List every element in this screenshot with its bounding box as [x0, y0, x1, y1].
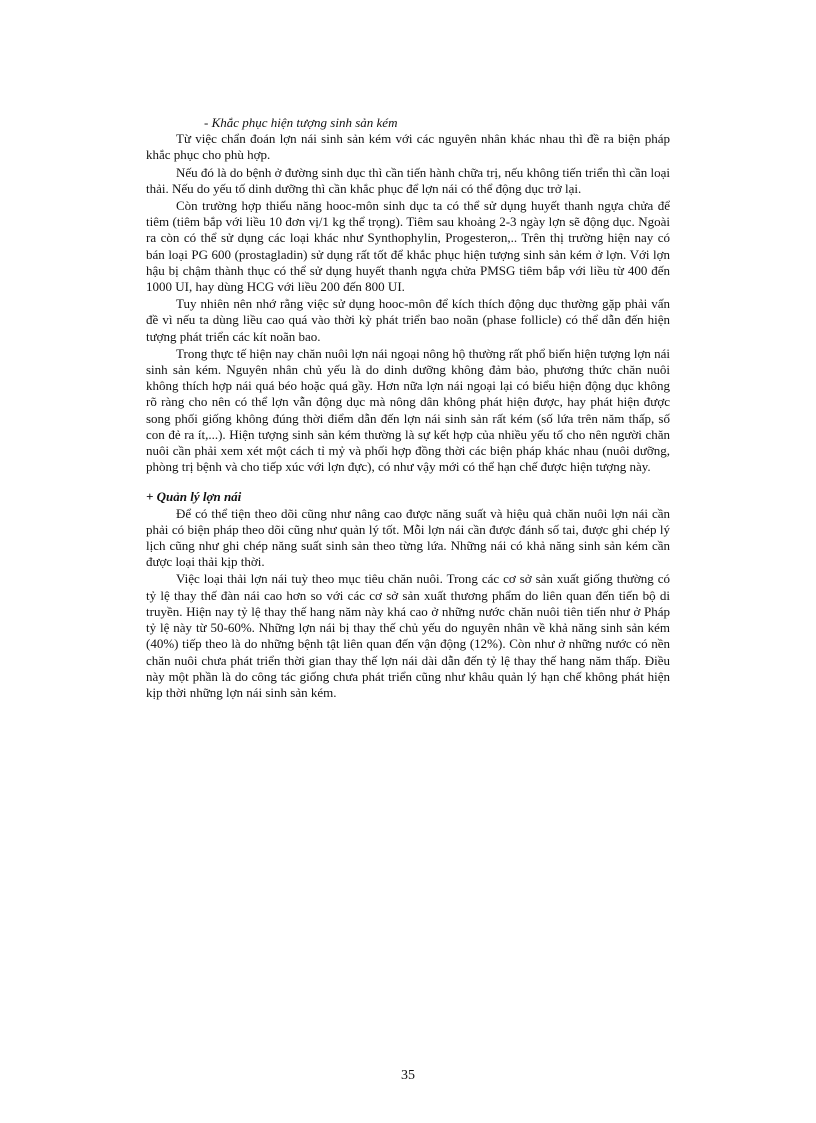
paragraph: Tuy nhiên nên nhớ rằng việc sử dụng hooc-môn để kích thích động dục thường gặp phải vấn đề vì nếu ta dùng liều cao quá vào thời kỳ phát triển bao noãn (phase follicle) có thể dẫn đến hiện tượng phát triển các kít noãn bao.	[146, 296, 670, 344]
paragraph: Nếu đó là do bệnh ở đường sinh dục thì cần tiến hành chữa trị, nếu không tiến triển thì cần loại thải. Nếu do yếu tố dinh dưỡng thì cần khắc phục để lợn nái có thể động dục trở lại.	[146, 164, 670, 196]
paragraph: Để có thể tiện theo dõi cũng như nâng cao được năng suất và hiệu quả chăn nuôi lợn nái cần phải có biện pháp theo dõi cũng như quản lý tốt. Mỗi lợn nái cần được đánh số tai, được ghi chép lý lịch cũng như ghi chép năng suất sinh sản theo từng lứa. Những nái có khả năng sinh sản kém cần được loại thải kịp thời.	[146, 505, 670, 570]
paragraph: Còn trường hợp thiếu năng hooc-môn sinh dục ta có thể sử dụng huyết thanh ngựa chửa để tiêm (tiêm bắp với liều 10 đơn vị/1 kg thể trọng). Tiêm sau khoảng 2-3 ngày lợn sẽ động dục. Ngoài ra còn có thể sử dụng các loại khác như Synthophylin, Progesteron,.. Trên thị trường hiện nay có bán loại PG 600 (prostagladin) sử dụng rất tốt để khắc phục hiện tượng sinh sản kém ở lợn. Với lợn hậu bị chậm thành thục có thể sử dụng huyết thanh ngựa chửa PMSG tiêm bắp với liều từ 400 đến 1000 UI, hay dùng HCG với liều 200 đến 800 UI.	[146, 198, 670, 295]
page-content	[146, 115, 670, 702]
page-number: 35	[401, 1068, 415, 1083]
paragraph: Trong thực tế hiện nay chăn nuôi lợn nái ngoại nông hộ thường rất phổ biến hiện tượng lợn nái sinh sản kém. Nguyên nhân chủ yếu là do dinh dưỡng không đảm bảo, phương thức chăn nuôi không thích hợp nái quá béo hoặc quá gầy. Hơn nữa lợn nái ngoại lại có biểu hiện động dục không rõ ràng cho nên có thể lợn vẫn động dục mà nông dân không phát hiện được, hay phát hiện được song phối giống không đúng thời điểm dẫn đến lợn nái sinh sản rất kém (số lứa trên năm thấp, số con đẻ ra ít,...). Hiện tượng sinh sản kém thường là sự kết hợp của nhiều yếu tố cho nên người chăn nuôi cần phải xem xét một cách tỉ mỷ và phối hợp đồng thời các biện pháp khác nhau (nuôi dưỡng, phòng trị bệnh và cho tiếp xúc với lợn đực), có như vậy mới có thể hạn chế được hiện tượng này.	[146, 345, 670, 475]
section-heading-sow-management: + Quản lý lợn nái	[146, 489, 242, 505]
paragraph: Từ việc chẩn đoán lợn nái sinh sản kém với các nguyên nhân khác nhau thì đề ra biện pháp khắc phục cho phù hợp.	[146, 131, 670, 163]
paragraph: Việc loại thải lợn nái tuỳ theo mục tiêu chăn nuôi. Trong các cơ sở sản xuất giống thường có tỷ lệ thay thế đàn nái cao hơn so với các cơ sở sản xuất thương phẩm do liên quan đến tiến bộ di truyền. Hiện nay tỷ lệ thay thế hang năm này khá cao ở những nước chăn nuôi tiên tiến như ở Pháp tỷ lệ này từ 50-60%. Những lợn nái bị thay thế chủ yếu do nguyên nhân về khả năng sinh sản kém (40%) tiếp theo là do những bệnh tật liên quan đến vận động (12%). Còn như ở những nước có nền chăn nuôi chưa phát triển thời gian thay thế lợn nái dài dẫn đến tỷ lệ thay thế hang năm thấp. Điều này một phần là do công tác giống chưa phát triển cũng như khâu quản lý hạn chế không phát hiện kịp thời những lợn nái sinh sản kém.	[146, 571, 670, 700]
section-heading-fix-poor-reproduction: - Khắc phục hiện tượng sinh sản kém	[204, 115, 398, 130]
